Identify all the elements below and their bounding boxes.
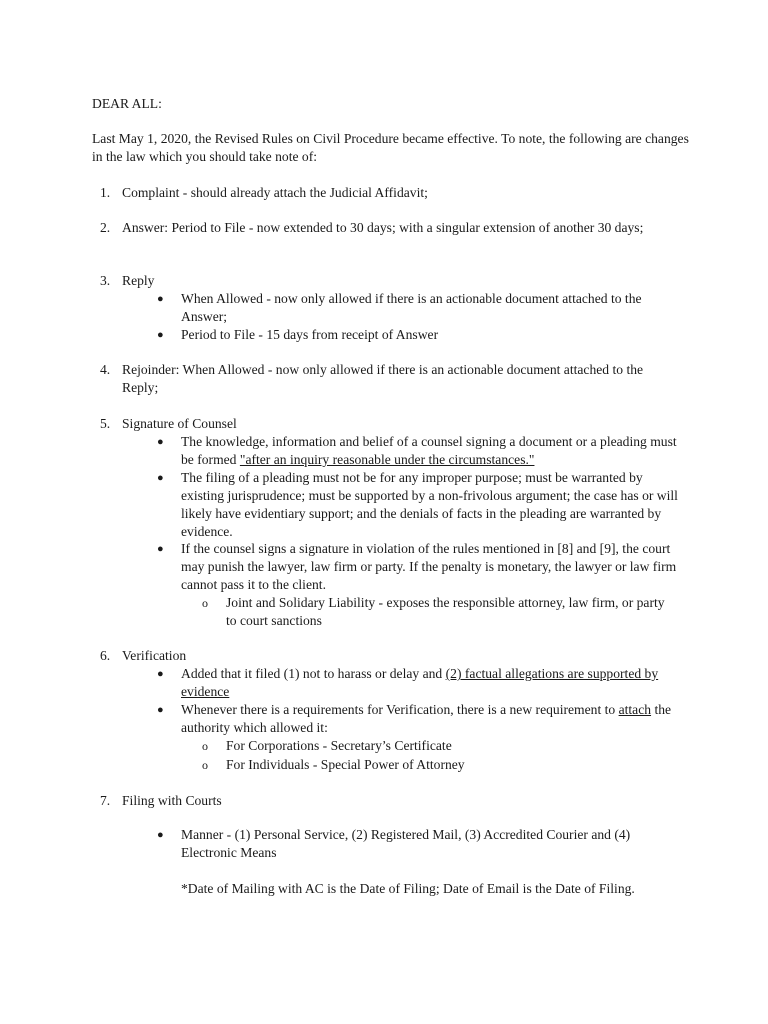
underlined-quote: "after an inquiry reasonable under the circumstances.": [239, 452, 535, 467]
item-text: Signature of Counsel: [122, 416, 237, 431]
item-number: 6.: [100, 648, 111, 663]
bullet-icon: ●: [157, 472, 164, 484]
bullet-icon: ●: [157, 668, 164, 680]
sub-bullet-text: Joint and Solidary Liability - exposes the responsible attorney, law firm, or party to court sanctions: [226, 595, 665, 628]
item-number: 1.: [100, 185, 111, 200]
item-number: 3.: [100, 273, 111, 288]
item-text: Verification: [122, 648, 187, 663]
underlined-word: attach: [618, 702, 652, 717]
item-text: Complaint - should already attach the Judicial Affidavit;: [122, 185, 428, 200]
bullet-text: Added that it filed (1) not to harass or delay and (2) factual allegations are supported by evidence: [181, 666, 659, 699]
bullet-text: The knowledge, information and belief of a counsel signing a document or a pleading must be formed "after an inquiry reasonable under the circumstances.": [181, 434, 677, 467]
bullet-icon: ●: [157, 543, 164, 555]
sub-bullet-icon: o: [202, 758, 208, 772]
item-text: Reply: [122, 273, 155, 288]
bullet-text: The filing of a pleading must not be for any improper purpose; must be warranted by existing jurisprudence; must be supported by a non-frivolous argument; the case has or will likely have evidentiary support; and the denials of facts in the pleading are warranted by evidence.: [181, 470, 678, 539]
filing-note: *Date of Mailing with AC is the Date of Filing; Date of Email is the Date of Filing.: [181, 881, 635, 896]
sub-bullet-icon: o: [202, 596, 208, 610]
bullet-icon: ●: [157, 436, 164, 448]
bullet-icon: ●: [157, 293, 164, 305]
item-number: 2.: [100, 220, 111, 235]
item-text: Answer: Period to File - now extended to 30 days; with a singular extension of another 30 days;: [122, 220, 644, 235]
greeting: DEAR ALL:: [92, 96, 162, 111]
item-number: 7.: [100, 793, 111, 808]
sub-bullet-icon: o: [202, 739, 208, 753]
item-text: Rejoinder: When Allowed - now only allowed if there is an actionable document attached to the Reply;: [122, 362, 644, 395]
item-text: Filing with Courts: [122, 793, 222, 808]
bullet-text: Whenever there is a requirements for Verification, there is a new requirement to attach the authority which allowed it:: [181, 702, 672, 735]
bullet-icon: ●: [157, 329, 164, 341]
bullet-text: If the counsel signs a signature in violation of the rules mentioned in [8] and [9], the court may punish the lawyer, law firm or party. If the penalty is monetary, the lawyer or law firm cannot pass it to the client.: [181, 541, 677, 592]
bullet-icon: ●: [157, 829, 164, 841]
bullet-text: When Allowed - now only allowed if there is an actionable document attached to the Answer;: [181, 291, 642, 324]
item-number: 5.: [100, 416, 111, 431]
bullet-text: Manner - (1) Personal Service, (2) Registered Mail, (3) Accredited Courier and (4) Electronic Means: [181, 827, 631, 860]
bullet-icon: ●: [157, 704, 164, 716]
sub-bullet-text: For Individuals - Special Power of Attorney: [226, 757, 465, 772]
intro-paragraph: Last May 1, 2020, the Revised Rules on Civil Procedure became effective. To note, the following are changes in the law which you should take note of:: [92, 131, 689, 164]
underlined-phrase: (2) factual allegations are supported by evidence: [181, 666, 659, 699]
sub-bullet-text: For Corporations - Secretary’s Certificate: [226, 738, 452, 753]
bullet-text: Period to File - 15 days from receipt of Answer: [181, 327, 439, 342]
item-number: 4.: [100, 362, 111, 377]
